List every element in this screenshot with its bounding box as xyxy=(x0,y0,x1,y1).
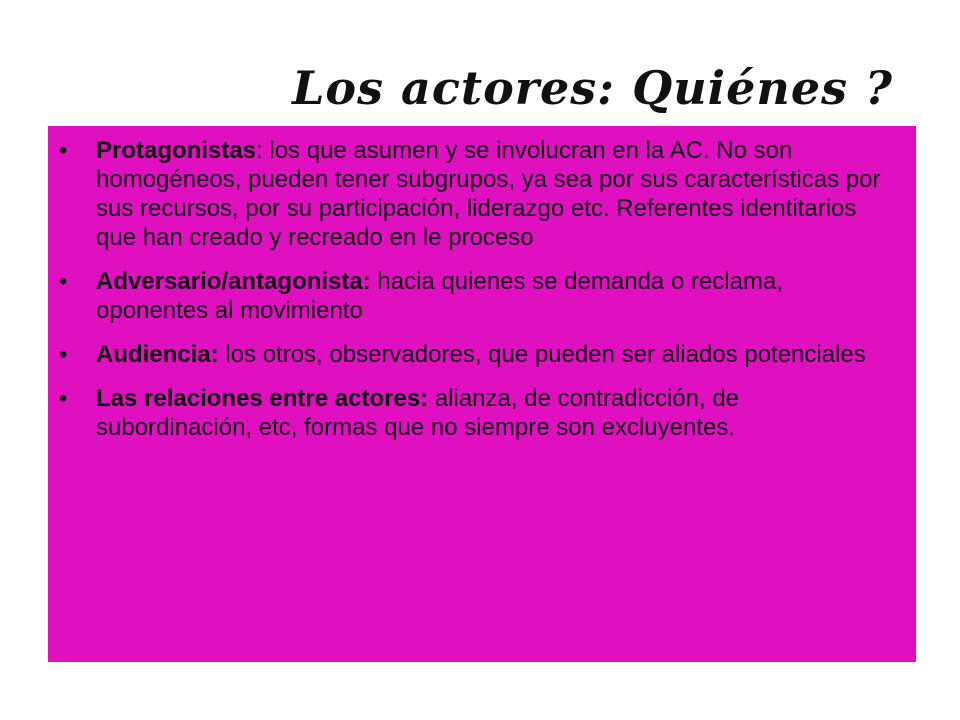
bullet-text: alianza, de contradicción, de subordinación, etc, formas que no siempre son excluyentes. xyxy=(96,385,740,441)
bullet-dot-icon: • xyxy=(59,268,68,295)
bullet-dot-icon: • xyxy=(59,385,68,412)
bullet-item-protagonistas xyxy=(48,136,886,252)
bullet-term: Adversario/antagonista: xyxy=(96,268,371,295)
bullet-dot-icon: • xyxy=(59,341,68,368)
bullet-text: los otros, observadores, que pueden ser aliados potenciales xyxy=(218,341,866,368)
bullet-list xyxy=(48,126,916,442)
content-box xyxy=(48,126,916,662)
bullet-dot-icon: • xyxy=(59,137,68,164)
bullet-term: Protagonistas xyxy=(96,137,257,164)
bullet-term: Las relaciones entre actores: xyxy=(96,385,429,412)
bullet-text: hacia quienes se demanda o reclama, oponentes al movimiento xyxy=(96,268,783,324)
bullet-term: Audiencia: xyxy=(96,341,219,368)
bullet-item-adversario xyxy=(48,267,886,325)
bullet-item-relaciones xyxy=(48,384,886,442)
bullet-item-audiencia xyxy=(48,340,886,369)
slide-title: Los actores: Quiénes ? xyxy=(292,61,893,115)
bullet-text: : los que asumen y se involucran en la AC. No son homogéneos, pueden tener subgrupos, ya sea por sus características por sus recursos, por su participación, liderazgo etc. Referentes identitarios que han creado y recreado en le proceso xyxy=(96,137,881,251)
